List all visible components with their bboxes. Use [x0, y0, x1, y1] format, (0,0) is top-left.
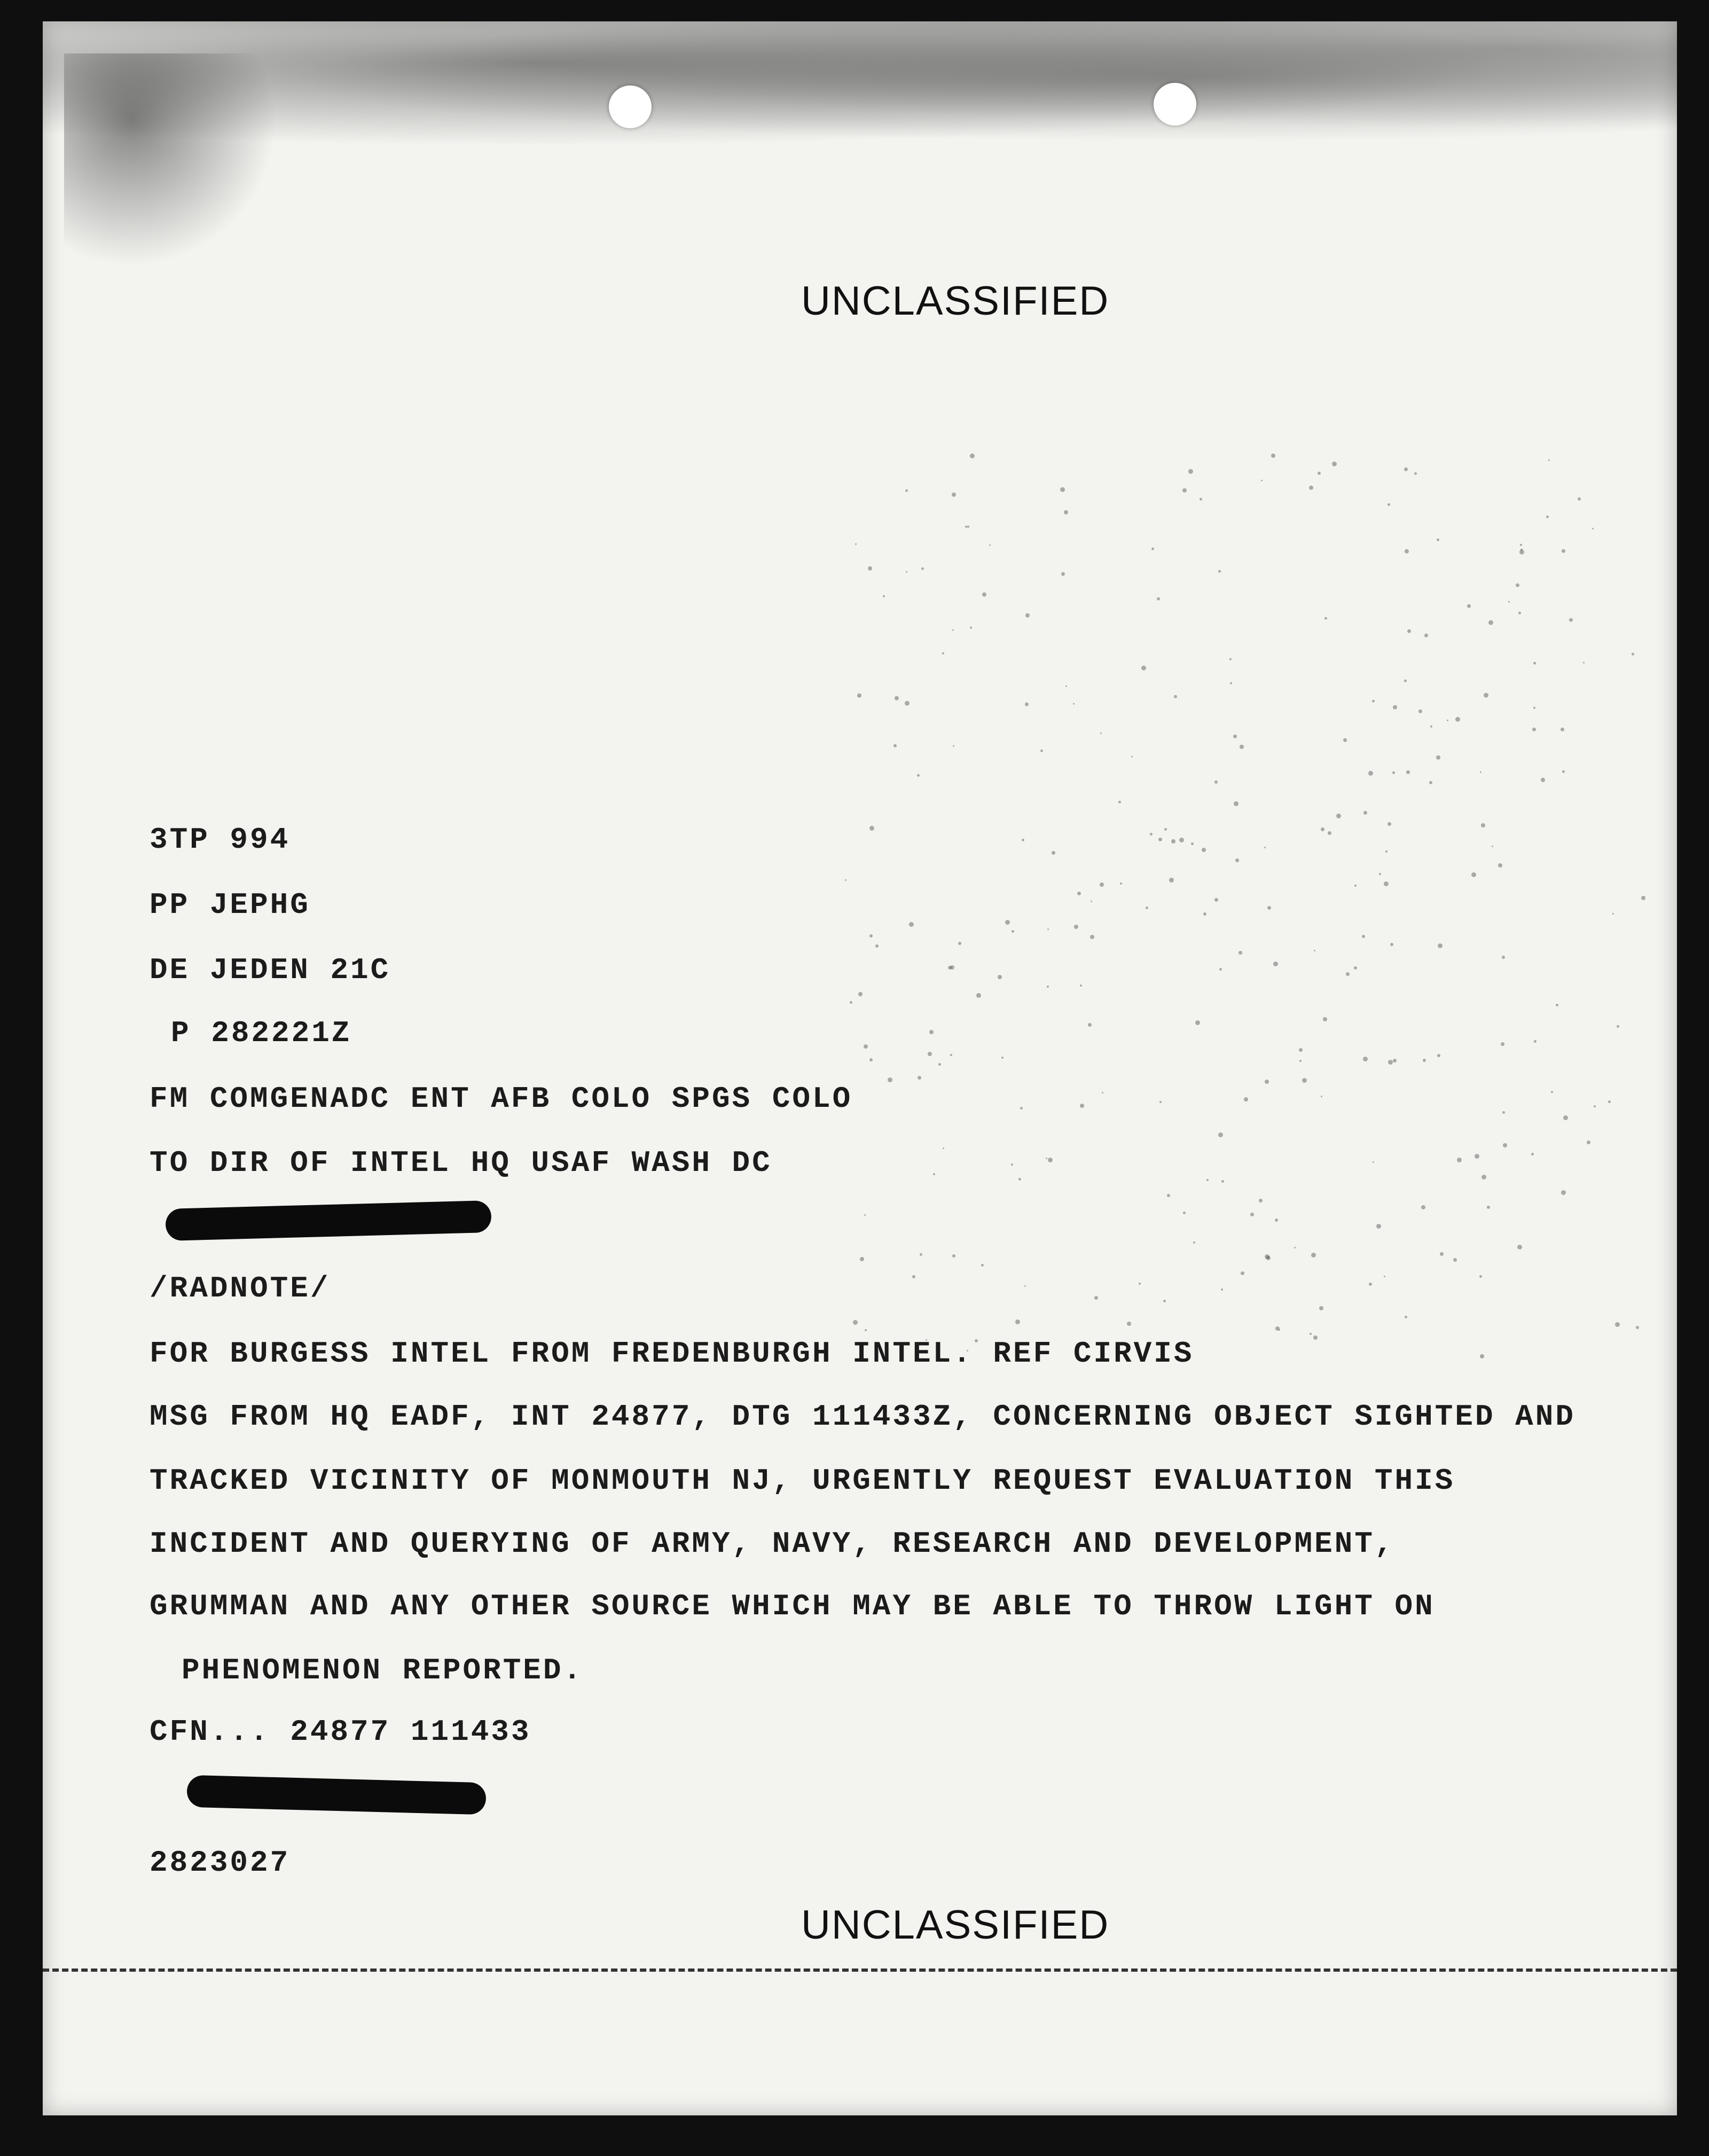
scan-speckle	[1229, 658, 1232, 660]
scan-speckle	[1100, 732, 1102, 734]
scan-speckle	[1406, 770, 1410, 774]
scan-speckle	[958, 942, 961, 945]
scan-speckle	[1480, 771, 1481, 773]
scan-speckle	[1131, 756, 1133, 757]
scan-speckle	[1393, 1059, 1397, 1063]
scan-speckle	[1546, 515, 1549, 518]
scan-speckle	[1372, 700, 1375, 702]
scan-speckle	[1264, 847, 1266, 848]
scan-speckle	[1421, 1205, 1425, 1209]
scan-speckle	[893, 744, 897, 747]
scan-speckle	[1064, 510, 1068, 514]
scan-speckle	[933, 1173, 935, 1175]
scan-speckle	[1193, 1241, 1195, 1244]
scan-speckle	[1467, 604, 1471, 608]
routing-line-3: DE JEDEN 21C	[150, 953, 391, 987]
routing-line-1: 3TP 994	[150, 823, 291, 857]
scan-speckle	[1551, 1091, 1553, 1093]
scan-speckle	[1048, 1158, 1053, 1162]
scan-speckle	[1440, 1252, 1444, 1256]
scan-speckle	[921, 567, 924, 570]
scan-speckle	[1061, 572, 1065, 576]
scan-speckle	[1025, 613, 1030, 618]
scan-speckle	[869, 826, 874, 831]
scan-speckle	[917, 774, 920, 777]
scan-speckle	[1052, 851, 1055, 855]
scan-speckle	[1169, 878, 1174, 882]
scan-speckle	[1407, 629, 1411, 633]
scan-speckle	[1157, 597, 1160, 600]
trailer-line: 2823027	[150, 1846, 291, 1880]
scan-speckle	[1488, 620, 1493, 625]
scan-speckle	[1275, 1218, 1278, 1222]
scan-speckle	[1174, 695, 1177, 698]
scan-speckle	[950, 965, 954, 970]
scan-speckle	[953, 745, 954, 747]
scan-speckle	[1508, 601, 1510, 603]
scan-speckle	[1250, 1213, 1254, 1216]
document-page	[43, 21, 1677, 2115]
scan-speckle	[850, 1001, 852, 1004]
scan-speckle	[1583, 662, 1585, 663]
scan-speckle	[1562, 770, 1565, 773]
scan-speckle	[1379, 873, 1381, 875]
scan-speckle	[865, 1329, 867, 1331]
scan-speckle	[1517, 1245, 1522, 1249]
scan-speckle	[1404, 679, 1407, 682]
scan-speckle	[1632, 653, 1634, 655]
scan-speckle	[1354, 885, 1357, 887]
scan-speckle	[1343, 738, 1347, 742]
scan-speckle	[1612, 913, 1614, 915]
to-line: TO DIR OF INTEL HQ USAF WASH DC	[150, 1146, 772, 1180]
scan-speckle	[1005, 920, 1010, 925]
scan-speckle	[1311, 1253, 1316, 1257]
body-line-4: INCIDENT AND QUERYING OF ARMY, NAVY, RESEARCH AND DEVELOPMENT,	[150, 1527, 1395, 1561]
scan-speckle	[1479, 1275, 1482, 1278]
scan-smudge-left	[64, 53, 288, 278]
scan-speckle	[1219, 968, 1222, 971]
scan-speckle	[1475, 1154, 1479, 1159]
scan-speckle	[1418, 709, 1422, 713]
scan-speckle	[1273, 962, 1278, 966]
scan-speckle	[1077, 892, 1081, 895]
scan-speckle	[1324, 617, 1327, 620]
scan-speckle	[1447, 720, 1448, 721]
scan-speckle	[1018, 1178, 1021, 1181]
scan-speckle	[1318, 472, 1321, 475]
scan-speckle	[1502, 1111, 1505, 1114]
scan-speckle	[895, 696, 899, 700]
scan-speckle	[1141, 666, 1146, 670]
scan-speckle	[868, 566, 872, 571]
scan-speckle	[1438, 943, 1443, 948]
scan-speckle	[1556, 1004, 1558, 1006]
scan-speckle	[1179, 838, 1184, 842]
scan-speckle	[1501, 1042, 1504, 1046]
scan-speckle	[1238, 951, 1242, 955]
scan-speckle	[1206, 1179, 1209, 1181]
scan-speckle	[920, 1253, 922, 1256]
scan-speckle	[1533, 662, 1536, 665]
routing-line-4: P 282221Z	[171, 1016, 352, 1050]
scan-speckle	[1094, 1296, 1098, 1300]
scan-speckle	[1561, 1190, 1566, 1195]
scan-speckle	[1310, 1333, 1312, 1335]
scan-speckle	[1073, 703, 1075, 705]
page-bottom-rule	[43, 1968, 1677, 1972]
scan-speckle	[869, 1058, 873, 1061]
scan-speckle	[1259, 1199, 1263, 1202]
scan-speckle	[1182, 488, 1187, 493]
scan-speckle	[1183, 1212, 1186, 1214]
scan-speckle	[1302, 1078, 1307, 1083]
scan-speckle	[1214, 780, 1218, 784]
classification-marking-bottom: UNCLASSIFIED	[801, 1902, 1110, 1948]
scan-speckle	[1244, 1097, 1248, 1102]
scan-speckle	[1321, 1096, 1322, 1097]
scan-speckle	[1436, 755, 1440, 760]
scan-speckle	[1127, 1322, 1131, 1326]
scan-speckle	[981, 1264, 984, 1267]
scan-speckle	[1384, 1276, 1385, 1277]
scan-speckle	[1271, 454, 1275, 458]
scan-speckle	[1200, 498, 1202, 501]
scan-speckle	[1636, 1326, 1639, 1329]
scan-speckle	[1091, 901, 1092, 902]
redaction-bar	[165, 1200, 491, 1241]
subject-line: /RADNOTE/	[150, 1271, 331, 1306]
scan-speckle	[952, 629, 954, 631]
scan-speckle	[1487, 1206, 1490, 1209]
scan-speckle	[1385, 850, 1387, 853]
scan-speckle	[1404, 467, 1408, 471]
scan-speckle	[1548, 459, 1550, 461]
scan-speckle	[1047, 928, 1049, 930]
scan-speckle	[1163, 1300, 1166, 1302]
scan-speckle	[1151, 548, 1154, 550]
cfn-line: CFN... 24877 111433	[150, 1715, 531, 1749]
scan-speckle	[905, 701, 910, 706]
scan-speckle	[1498, 863, 1502, 868]
scan-speckle	[1001, 1057, 1004, 1059]
scan-speckle	[1188, 469, 1193, 474]
scan-speckle	[1569, 618, 1573, 622]
routing-line-2: PP JEPHG	[150, 888, 310, 922]
scan-speckle	[888, 1077, 892, 1082]
scan-speckle	[1139, 1283, 1141, 1285]
scan-speckle	[1376, 1224, 1381, 1229]
scan-speckle	[976, 993, 981, 998]
punch-hole-icon	[609, 85, 652, 128]
scan-speckle	[938, 1063, 941, 1066]
scan-speckle	[858, 992, 863, 996]
scan-speckle	[1405, 1316, 1407, 1318]
scan-speckle	[1387, 503, 1390, 506]
scan-speckle	[1313, 1335, 1318, 1340]
scan-speckle	[1332, 462, 1337, 466]
from-line: FM COMGENADC ENT AFB COLO SPGS COLO	[150, 1082, 853, 1116]
scan-speckle	[1615, 1322, 1620, 1327]
scan-speckle	[982, 592, 986, 597]
scan-speckle	[1047, 986, 1049, 988]
scan-speckle	[1368, 771, 1373, 776]
scan-speckle	[864, 1044, 868, 1049]
scan-speckle	[1534, 1040, 1536, 1043]
scan-speckle	[1267, 906, 1271, 910]
scan-speckle	[1587, 1141, 1590, 1144]
scan-speckle	[1502, 956, 1505, 959]
scan-speckle	[1015, 1319, 1020, 1324]
scan-speckle	[1328, 831, 1331, 835]
scan-speckle	[1520, 549, 1523, 551]
scan-speckle	[1578, 497, 1581, 501]
scan-speckle	[1503, 1143, 1507, 1147]
body-line-5: GRUMMAN AND ANY OTHER SOURCE WHICH MAY BE ABLE TO THROW LIGHT ON	[150, 1589, 1435, 1623]
scan-speckle	[1100, 882, 1104, 887]
scan-speckle	[1218, 1132, 1223, 1137]
scan-speckle	[1218, 570, 1221, 573]
scan-speckle	[1299, 1060, 1302, 1062]
scan-speckle	[918, 1076, 921, 1080]
scan-speckle	[1387, 822, 1391, 826]
scan-speckle	[1080, 1104, 1084, 1108]
scan-speckle	[912, 1275, 915, 1278]
classification-marking-top: UNCLASSIFIED	[801, 278, 1110, 324]
scan-speckle	[1241, 1271, 1244, 1275]
scan-speckle	[1492, 846, 1493, 847]
scan-speckle	[1171, 839, 1175, 843]
scan-speckle	[952, 493, 956, 497]
scan-speckle	[1480, 1354, 1484, 1358]
scan-speckle	[1321, 827, 1324, 831]
scan-speckle	[1159, 1101, 1162, 1103]
scan-speckle	[1195, 1020, 1200, 1025]
scan-speckle	[1323, 1017, 1327, 1021]
scan-speckle	[1319, 1306, 1323, 1310]
scan-speckle	[1240, 745, 1244, 749]
scan-speckle	[1146, 907, 1148, 909]
scan-speckle	[943, 1147, 944, 1149]
scan-speckle	[1373, 1161, 1374, 1163]
body-line-3: TRACKED VICINITY OF MONMOUTH NJ, URGENTLY REQUEST EVALUATION THIS	[150, 1464, 1455, 1498]
scan-speckle	[1040, 749, 1043, 752]
scan-speckle	[952, 1254, 955, 1257]
scan-speckle	[928, 1052, 932, 1056]
scan-speckle	[1520, 544, 1522, 546]
scan-speckle	[1203, 912, 1206, 916]
scan-speckle	[1429, 781, 1432, 784]
scan-speckle	[1214, 898, 1218, 902]
scan-speckle	[1074, 925, 1078, 929]
body-line-6: PHENOMENON REPORTED.	[182, 1653, 584, 1688]
scan-speckle	[1541, 778, 1545, 782]
scan-speckle	[1230, 682, 1232, 684]
scan-speckle	[1532, 728, 1536, 731]
scan-speckle	[1369, 1283, 1372, 1286]
scan-speckle	[1336, 814, 1341, 818]
scan-speckle	[1533, 707, 1535, 709]
scan-speckle	[1423, 1059, 1426, 1062]
scan-speckle	[1025, 702, 1029, 706]
scan-speckle	[909, 922, 914, 927]
scan-speckle	[1202, 848, 1206, 852]
scan-speckle	[1608, 1100, 1611, 1103]
scan-speckle	[1011, 1163, 1013, 1166]
scan-speckle	[1455, 717, 1460, 722]
scan-speckle	[906, 571, 907, 573]
scan-speckle	[1158, 838, 1162, 841]
scan-speckle	[1294, 1247, 1296, 1248]
scan-speckle	[1617, 1025, 1619, 1028]
scan-speckle	[1080, 985, 1082, 987]
scan-speckle	[1430, 725, 1432, 728]
scan-speckle	[1065, 685, 1067, 687]
scan-speckle	[929, 1030, 934, 1034]
scan-speckle	[1299, 1048, 1303, 1052]
scan-speckle	[1562, 549, 1565, 553]
scan-speckle	[1405, 549, 1409, 553]
scan-speckle	[855, 543, 857, 545]
scan-speckle	[942, 652, 944, 654]
scan-speckle	[1275, 1326, 1280, 1331]
scan-speckle	[1437, 538, 1439, 541]
scan-speckle	[1150, 833, 1153, 835]
scan-speckle	[998, 975, 1002, 979]
scan-speckle	[1516, 583, 1519, 587]
scan-speckle	[1594, 1105, 1596, 1107]
scan-speckle	[970, 627, 972, 629]
scan-speckle	[1471, 872, 1476, 877]
scan-speckle	[1235, 858, 1239, 862]
scan-speckle	[1120, 882, 1122, 885]
scan-speckle	[1261, 480, 1263, 481]
scan-speckle	[1437, 1054, 1440, 1057]
scan-speckle	[1414, 472, 1417, 475]
scan-speckle	[1102, 1092, 1103, 1093]
scan-speckle	[1020, 1107, 1023, 1110]
scan-speckle	[1481, 1175, 1486, 1179]
scan-speckle	[1362, 935, 1365, 938]
scan-speckle	[1012, 930, 1014, 933]
scan-speckle	[1191, 842, 1194, 845]
scan-speckle	[1363, 1057, 1368, 1061]
scan-speckle	[853, 1320, 858, 1325]
scan-speckle	[1266, 1256, 1271, 1260]
scan-speckle	[883, 595, 885, 597]
scan-speckle	[857, 693, 861, 698]
scan-speckle	[1167, 1194, 1170, 1197]
scan-speckle	[1641, 896, 1645, 900]
scan-speckle	[1046, 1158, 1047, 1159]
scan-speckle	[965, 526, 967, 528]
scan-speckle	[970, 454, 975, 458]
punch-hole-icon	[1154, 83, 1196, 126]
scan-speckle	[1518, 612, 1521, 614]
scan-speckle	[1090, 935, 1094, 939]
redaction-bar	[186, 1775, 486, 1815]
scan-speckle	[1233, 735, 1237, 738]
scan-speckle	[905, 489, 908, 492]
scan-speckle	[845, 879, 846, 881]
scan-speckle	[1592, 528, 1594, 529]
scan-speckle	[860, 1257, 864, 1261]
scan-speckle	[1388, 1060, 1393, 1065]
scan-speckle	[875, 944, 879, 948]
scan-speckle	[1424, 634, 1428, 637]
scan-speckle	[1118, 801, 1121, 803]
scan-speckle	[1384, 881, 1389, 886]
scan-speckle	[989, 544, 991, 546]
scan-speckle	[1484, 693, 1488, 698]
scan-speckle	[1221, 1180, 1224, 1183]
scan-speckle	[1088, 1023, 1092, 1027]
scan-speckle	[1531, 1153, 1534, 1155]
scan-speckle	[1561, 728, 1564, 731]
scan-speckle	[1022, 839, 1024, 841]
body-line-2: MSG FROM HQ EADF, INT 24877, DTG 111433Z, CONCERNING OBJECT SIGHTED AND	[150, 1400, 1575, 1434]
scan-speckle	[1234, 801, 1238, 806]
scan-speckle	[869, 934, 873, 938]
scan-speckle	[1309, 486, 1313, 490]
scan-speckle	[864, 1214, 866, 1216]
scan-speckle	[1221, 1288, 1223, 1291]
scan-speckle	[1563, 1115, 1568, 1120]
scan-speckle	[1354, 966, 1357, 970]
scan-speckle	[1363, 811, 1367, 815]
scan-speckle	[1346, 972, 1350, 976]
scan-speckle	[1457, 1158, 1462, 1162]
scan-speckle	[1390, 943, 1393, 946]
scan-speckle	[1481, 823, 1485, 827]
scan-speckle	[967, 526, 969, 528]
scan-speckle	[1392, 771, 1395, 774]
scan-speckle	[1393, 705, 1397, 709]
scan-speckle	[1265, 1080, 1269, 1084]
scan-speckle	[1314, 950, 1315, 951]
scan-speckle	[1453, 1258, 1457, 1262]
scan-speckle	[1024, 1285, 1026, 1287]
scan-speckle	[950, 1054, 952, 1056]
scan-speckle	[1164, 828, 1167, 831]
body-line-1: FOR BURGESS INTEL FROM FREDENBURGH INTEL. REF CIRVIS	[150, 1337, 1194, 1371]
scan-speckle	[1060, 487, 1065, 492]
